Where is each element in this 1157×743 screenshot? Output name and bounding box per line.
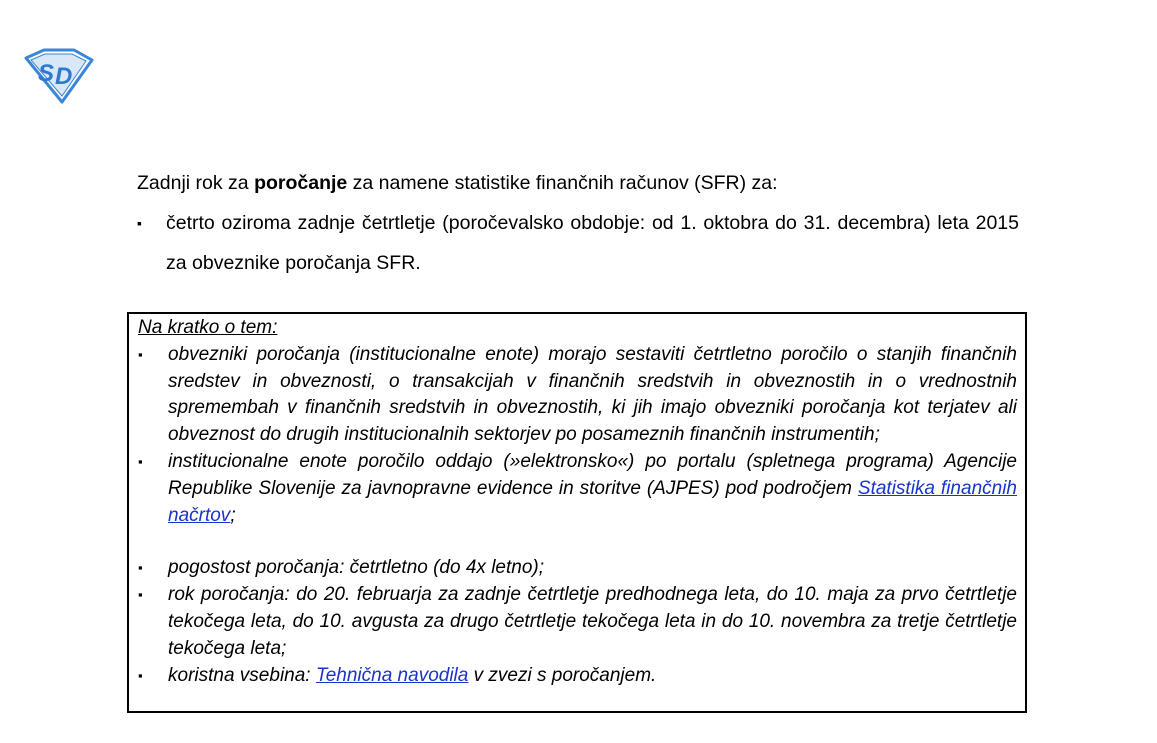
company-logo — [22, 48, 94, 104]
intro-bullet: ▪ četrto oziroma zadnje četrtletje (poročevalsko obdobje: od 1. oktobra do 31. decembra) leta 2015 za obveznike poročanja SFR. — [137, 203, 1019, 283]
square-bullet-icon: ▪ — [138, 453, 143, 469]
intro-section — [137, 163, 1019, 283]
square-bullet-icon: ▪ — [138, 560, 143, 576]
square-bullet-icon: ▪ — [138, 346, 143, 362]
summary-box — [127, 312, 1027, 713]
square-bullet-icon: ▪ — [138, 667, 143, 683]
list-item: ▪ rok poročanja: do 20. februarja za zadnje četrtletje predhodnega leta, do 10. maja za prvo četrtletje tekočega leta, do 10. avgusta za drugo četrtletje tekočega leta in do 10. novembra za tretje četrtletje tekočega leta; — [138, 584, 1017, 659]
list-item: ▪ obvezniki poročanja (institucionalne enote) morajo sestaviti četrtletno poročilo o stanjih finančnih sredstev in obveznosti, o transakcijah v finančnih sredstvih in obveznostih in o vrednostnih spremembah v finančnih sredstvih in obveznostih, ki jih imajo obvezniki poročanja kot terjatev ali obveznost do drugih institucionalnih sektorjev po posameznih finančnih instrumentih; — [138, 343, 1017, 446]
svg-text:S: S — [38, 60, 55, 87]
square-bullet-icon: ▪ — [137, 215, 142, 231]
list-item: ▪ koristna vsebina: Tehnična navodila v zvezi s poročanjem. — [138, 663, 1017, 690]
technical-instructions-link[interactable]: Tehnična navodila — [315, 664, 469, 686]
list-item: ▪ institucionalne enote poročilo oddajo (»elektronsko«) po portalu (spletnega programa) Agencije Republike Slovenije za javnopravne evidence in storitve (AJPES) pod področjem Statistika finančnih načrtov; — [138, 450, 1017, 526]
intro-heading: Zadnji rok za poročanje za namene statistike finančnih računov (SFR) za: — [137, 172, 778, 194]
svg-text:D: D — [55, 63, 73, 90]
summary-title: Na kratko o tem: — [138, 317, 278, 338]
statistics-portal-link[interactable]: Statistika finančnih načrtov — [168, 477, 1017, 526]
list-item: ▪ pogostost poročanja: četrtletno (do 4x letno); — [138, 555, 1017, 582]
square-bullet-icon: ▪ — [138, 587, 143, 603]
